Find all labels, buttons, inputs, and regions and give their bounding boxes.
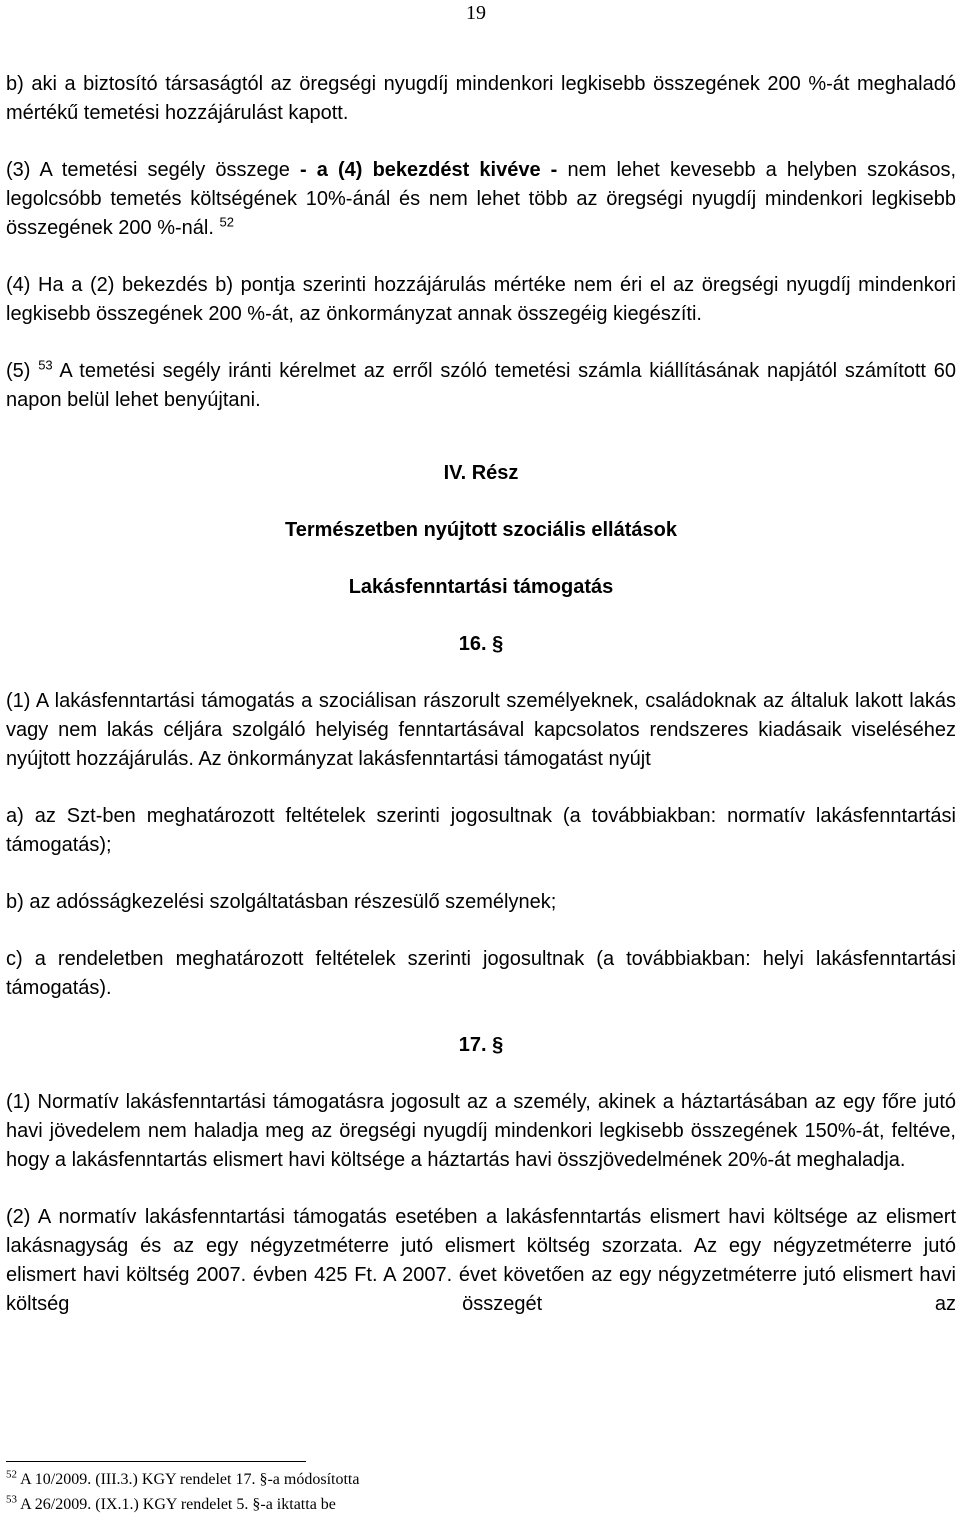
part-title: Természetben nyújtott szociális ellátások [285, 519, 677, 541]
footnote-ref-53: 53 [38, 357, 53, 373]
paragraph-5-application-deadline [6, 357, 956, 415]
paragraph-5-number: (5) [6, 360, 31, 382]
footnote-number: 53 [6, 1493, 17, 1506]
part-heading: IV. Rész [443, 462, 519, 484]
footnote-52 [6, 1467, 359, 1492]
section-16-item-b: b) az adósságkezelési szolgáltatásban részesülő személynek; [6, 891, 557, 913]
page-number: 19 [466, 2, 486, 24]
section-16-heading: 16. § [458, 633, 504, 655]
paragraph-3-burial-aid-amount [6, 156, 956, 243]
document-body [6, 70, 956, 1347]
section-16-item-c: c) a rendeletben meghatározott feltételek szerinti jogosultnak (a továbbiakban: helyi lakásfenntartási támogatás). [6, 948, 956, 999]
section-16-paragraph-1: (1) A lakásfenntartási támogatás a szociálisan rászorult személyeknek, családoknak az általuk lakott lakás vagy nem lakás céljára szolgáló helyiség fenntartásával kapcsolatos rendszeres kiadásaik viseléséhez nyújtott hozzájárulás. Az önkormányzat lakásfenntartási támogatást nyújt [6, 690, 956, 770]
paragraph-3-exception: - a (4) bekezdést kivéve - [300, 159, 558, 181]
footnotes [6, 1467, 359, 1517]
footnote-separator [6, 1461, 306, 1462]
section-17-heading: 17. § [458, 1034, 504, 1056]
paragraph-3-lead: (3) A temetési segély összege [6, 159, 301, 181]
footnote-53 [6, 1492, 359, 1517]
paragraph-4-supplement: (4) Ha a (2) bekezdés b) pontja szerinti hozzájárulás mértéke nem éri el az öregségi nyugdíj mindenkori legkisebb összegének 200 %-át, az önkormányzat annak összegéig kiegészíti. [6, 274, 956, 325]
section-16-item-a: a) az Szt-ben meghatározott feltételek szerinti jogosultnak (a továbbiakban: normatív lakásfenntartási támogatás); [6, 805, 956, 856]
subsection-title: Lakásfenntartási támogatás [348, 576, 614, 598]
footnote-text: A 26/2009. (IX.1.) KGY rendelet 5. §-a iktatta be [20, 1496, 336, 1513]
section-17-paragraph-1: (1) Normatív lakásfenntartási támogatásra jogosult az a személy, akinek a háztartásában az egy főre jutó havi jövedelem nem haladja meg az öregségi nyugdíj mindenkori legkisebb összegének 150%-át, feltéve, hogy a lakásfenntartás elismert havi költsége a háztartás havi összjövedelmének 20%-át meghaladja. [6, 1091, 956, 1171]
footnote-text: A 10/2009. (III.3.) KGY rendelet 17. §-a módosította [20, 1471, 360, 1488]
footnote-ref-52: 52 [219, 214, 234, 230]
footnote-number: 52 [6, 1468, 17, 1481]
section-17-paragraph-2: (2) A normatív lakásfenntartási támogatás esetében a lakásfenntartás elismert havi költsége az elismert lakásnagyság és az egy négyzetméterre jutó elismert költség szorzata. Az egy négyzetméterre jutó elismert havi költség 2007. évben 425 Ft. A 2007. évet követően az egy négyzetméterre jutó elismert havi költség összegét az [6, 1206, 956, 1315]
paragraph-b-burial-insurance: b) aki a biztosító társaságtól az öregségi nyugdíj mindenkori legkisebb összegének 200 %-át meghaladó mértékű temetési hozzájárulást kapott. [6, 73, 956, 124]
paragraph-5-body: A temetési segély iránti kérelmet az erről szóló temetési számla kiállításának napjától számított 60 napon belül lehet benyújtani. [6, 360, 956, 411]
paragraph-3-body: nem lehet kevesebb a helyben szokásos, legolcsóbb temetés költségének 10%-ánál és nem lehet több az öregségi nyugdíj mindenkori legkisebb összegének 200 %-nál. [6, 159, 956, 239]
